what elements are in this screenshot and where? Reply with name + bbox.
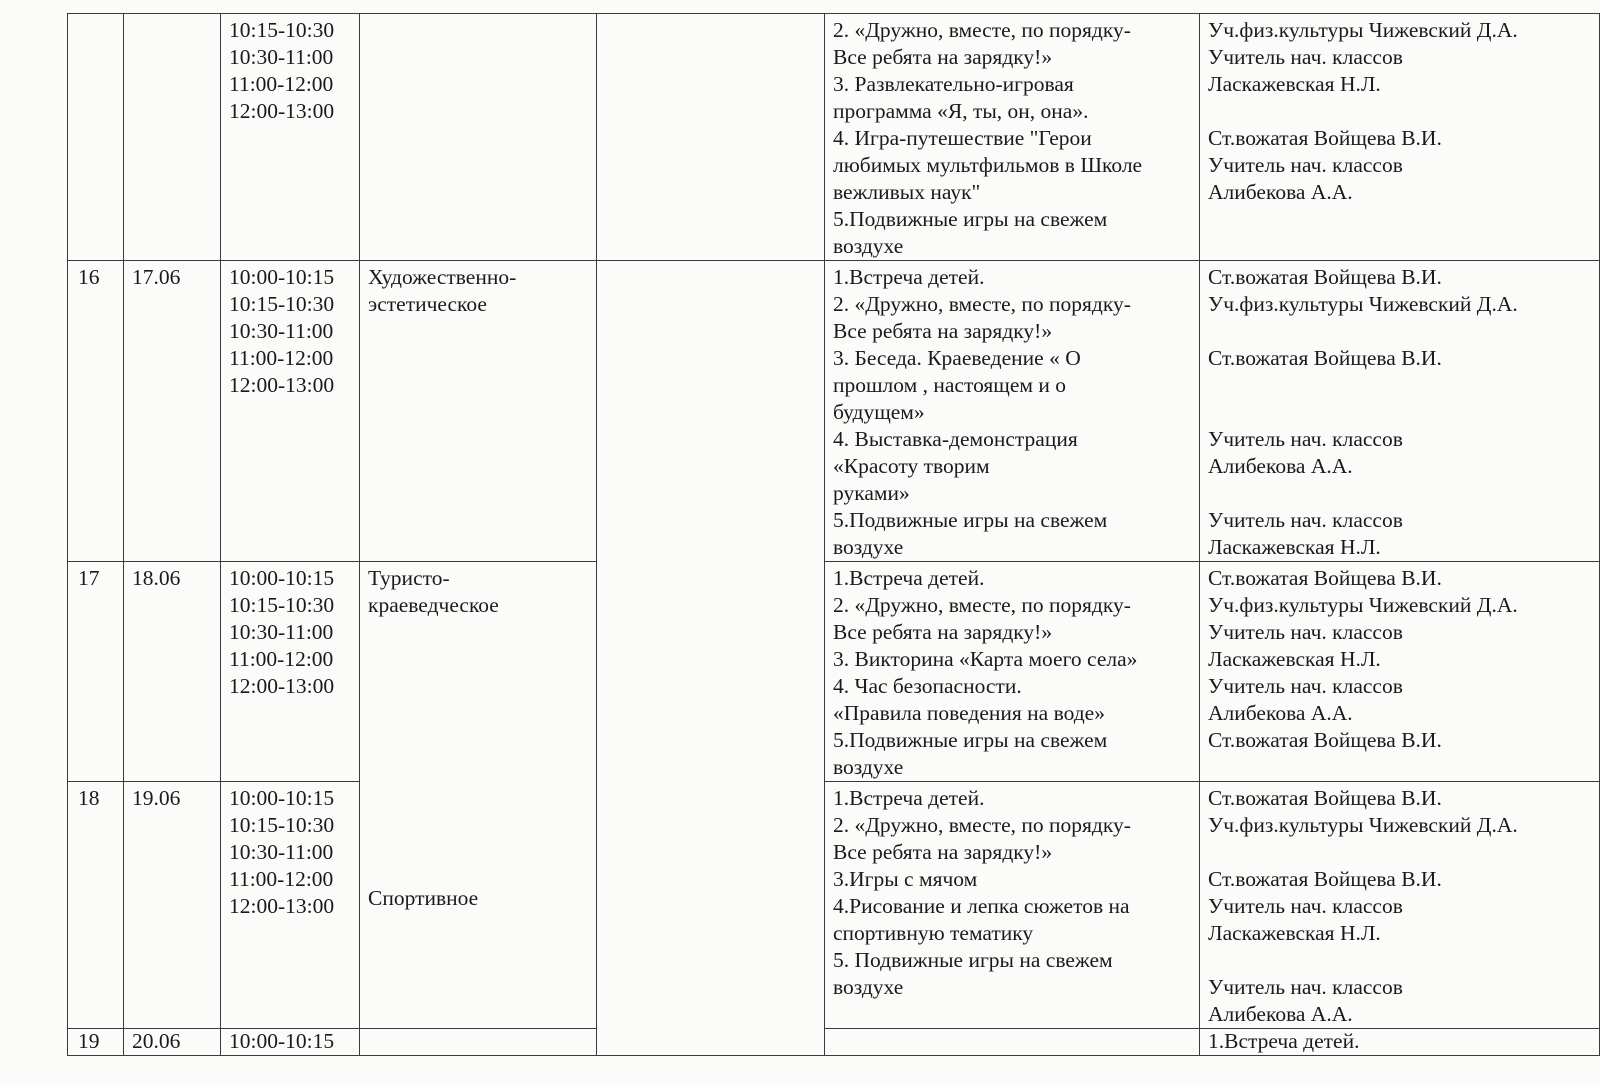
day-number-cell: 18 (68, 782, 124, 1029)
blank-cell (597, 14, 825, 261)
activity-line: 2. «Дружно, вместе, по порядку- (833, 813, 1131, 837)
activity-line: воздухе (833, 975, 904, 999)
responsible-line: Ст.вожатая Войщева В.И. (1208, 786, 1442, 810)
time-slot: 10:00-10:15 (229, 1029, 335, 1053)
date-cell: 19.06 (124, 782, 221, 1029)
time-slot: 11:00-12:00 (229, 867, 334, 891)
activity-line: 4. Выставка-демонстрация (833, 427, 1078, 451)
day-number-cell: 19 (68, 1029, 124, 1056)
activity-line: 4. Игра-путешествие "Герои (833, 126, 1092, 150)
direction-line: Спортивное (368, 886, 479, 910)
time-slot: 12:00-13:00 (229, 894, 335, 918)
responsible-cell (1200, 261, 1600, 562)
activity-line: Все ребята на зарядку!» (833, 620, 1053, 644)
responsible-line: Уч.физ.культуры Чижевский Д.А. (1208, 593, 1518, 617)
direction-cell (360, 1029, 597, 1056)
activity-line: 1.Встреча детей. (833, 566, 985, 590)
responsible-line: Алибекова А.А. (1208, 180, 1353, 204)
table-row (68, 261, 1600, 562)
activity-line: любимых мультфильмов в Школе (833, 153, 1143, 177)
activity-line: 5.Подвижные игры на свежем (833, 508, 1108, 532)
responsible-line: Учитель нач. классов (1208, 975, 1403, 999)
time-cell (221, 14, 360, 261)
date-cell: 17.06 (124, 261, 221, 562)
time-slot: 10:30-11:00 (229, 840, 334, 864)
responsible-line: Ласкажевская Н.Л. (1208, 647, 1381, 671)
day-number-cell: 17 (68, 562, 124, 782)
time-slot: 10:15-10:30 (229, 593, 335, 617)
time-slot: 10:00-10:15 (229, 566, 335, 590)
table-row (68, 782, 1600, 1029)
responsible-line: Ст.вожатая Войщева В.И. (1208, 346, 1442, 370)
direction-cell (360, 14, 597, 261)
responsible-line: Ласкажевская Н.Л. (1208, 921, 1381, 945)
responsible-cell (1200, 562, 1600, 782)
blank-cell (825, 1029, 1200, 1056)
time-slot: 10:00-10:15 (229, 786, 335, 810)
direction-spacer (368, 619, 596, 885)
responsible-gap (1208, 947, 1599, 974)
time-slot: 10:15-10:30 (229, 292, 335, 316)
activity-line: вежливых наук" (833, 180, 981, 204)
responsible-line: Учитель нач. классов (1208, 620, 1403, 644)
responsible-line: Учитель нач. классов (1208, 508, 1403, 532)
activity-line: 3. Развлекательно-игровая (833, 72, 1074, 96)
responsible-gap (1208, 839, 1599, 866)
direction-line: эстетическое (368, 292, 487, 316)
direction-line: Туристо- (368, 566, 450, 590)
activity-line: 2. «Дружно, вместе, по порядку- (833, 292, 1131, 316)
responsible-gap (1208, 318, 1599, 345)
responsible-line: Уч.физ.культуры Чижевский Д.А. (1208, 18, 1518, 42)
time-cell (221, 782, 360, 1029)
table-row (68, 1029, 1600, 1056)
time-slot: 10:00-10:15 (229, 265, 335, 289)
responsible-line: Учитель нач. классов (1208, 153, 1403, 177)
time-cell (221, 261, 360, 562)
time-slot: 11:00-12:00 (229, 346, 334, 370)
activities-cell (825, 261, 1200, 562)
activity-line: 1.Встреча детей. (1208, 1029, 1360, 1053)
activity-line: 3.Игры с мячом (833, 867, 978, 891)
responsible-line: Уч.физ.культуры Чижевский Д.А. (1208, 813, 1518, 837)
time-slot: 10:30-11:00 (229, 620, 334, 644)
responsible-gap (1208, 372, 1599, 399)
time-slot: 10:15-10:30 (229, 813, 335, 837)
responsible-line: Учитель нач. классов (1208, 45, 1403, 69)
activity-line: Все ребята на зарядку!» (833, 45, 1053, 69)
table-row (68, 14, 1600, 261)
activity-line: 3. Беседа. Краеведение « О (833, 346, 1081, 370)
activity-line: 2. «Дружно, вместе, по порядку- (833, 18, 1131, 42)
direction-cell (360, 261, 597, 562)
activity-line: 1.Встреча детей. (833, 265, 985, 289)
responsible-line: Учитель нач. классов (1208, 427, 1403, 451)
activity-line: 4. Час безопасности. (833, 674, 1022, 698)
activity-line: воздухе (833, 755, 904, 779)
date-cell: 20.06 (124, 1029, 221, 1056)
time-slot: 10:30-11:00 (229, 45, 334, 69)
responsible-line: Ст.вожатая Войщева В.И. (1208, 867, 1442, 891)
activity-line: спортивную тематику (833, 921, 1034, 945)
blank-cell (597, 261, 825, 1056)
direction-line: краеведческое (368, 593, 499, 617)
direction-line: Художественно- (368, 265, 517, 289)
activity-line: «Правила поведения на воде» (833, 701, 1105, 725)
direction-cell (360, 562, 597, 1029)
activities-cell (825, 562, 1200, 782)
responsible-cell (1200, 782, 1600, 1029)
responsible-gap (1208, 399, 1599, 426)
time-slot: 11:00-12:00 (229, 72, 334, 96)
responsible-line: Учитель нач. классов (1208, 674, 1403, 698)
responsible-line: Ласкажевская Н.Л. (1208, 72, 1381, 96)
activity-line: «Красоту творим (833, 454, 990, 478)
responsible-line: Уч.физ.культуры Чижевский Д.А. (1208, 292, 1518, 316)
day-number-cell: 16 (68, 261, 124, 562)
responsible-line: Ласкажевская Н.Л. (1208, 535, 1381, 559)
activity-line: 2. «Дружно, вместе, по порядку- (833, 593, 1131, 617)
activity-line: воздухе (833, 234, 904, 258)
activity-line: 4.Рисование и лепка сюжетов на (833, 894, 1130, 918)
activities-cell (825, 14, 1200, 261)
activity-line: Все ребята на зарядку!» (833, 319, 1053, 343)
activity-line: 3. Викторина «Карта моего села» (833, 647, 1138, 671)
time-slot: 10:30-11:00 (229, 319, 334, 343)
responsible-line: Ст.вожатая Войщева В.И. (1208, 728, 1442, 752)
responsible-line: Учитель нач. классов (1208, 894, 1403, 918)
responsible-line: Алибекова А.А. (1208, 701, 1353, 725)
responsible-line: Ст.вожатая Войщева В.И. (1208, 566, 1442, 590)
responsible-line: Алибекова А.А. (1208, 1002, 1353, 1026)
day-number-cell (68, 14, 124, 261)
activity-line: будущем» (833, 400, 925, 424)
time-slot: 11:00-12:00 (229, 647, 334, 671)
responsible-gap (1208, 98, 1599, 125)
activity-line: руками» (833, 481, 910, 505)
time-slot: 12:00-13:00 (229, 674, 335, 698)
responsible-line: Алибекова А.А. (1208, 454, 1353, 478)
date-cell (124, 14, 221, 261)
activity-line: воздухе (833, 535, 904, 559)
activity-line: прошлом , настоящем и о (833, 373, 1067, 397)
responsible-cell (1200, 14, 1600, 261)
date-cell: 18.06 (124, 562, 221, 782)
table-row (68, 562, 1600, 782)
responsible-line: Ст.вожатая Войщева В.И. (1208, 126, 1442, 150)
activities-cell (825, 782, 1200, 1029)
activity-line: 5.Подвижные игры на свежем (833, 207, 1108, 231)
activity-line: 5.Подвижные игры на свежем (833, 728, 1108, 752)
responsible-line: Ст.вожатая Войщева В.И. (1208, 265, 1442, 289)
activity-line: 1.Встреча детей. (833, 786, 985, 810)
activity-line: Все ребята на зарядку!» (833, 840, 1053, 864)
activity-line: программа «Я, ты, он, она». (833, 99, 1089, 123)
time-slot: 12:00-13:00 (229, 99, 335, 123)
time-cell (221, 562, 360, 782)
time-cell (221, 1029, 360, 1056)
schedule-table (67, 13, 1600, 1056)
time-slot: 12:00-13:00 (229, 373, 335, 397)
activities-cell (1200, 1029, 1600, 1056)
time-slot: 10:15-10:30 (229, 18, 335, 42)
activity-line: 5. Подвижные игры на свежем (833, 948, 1113, 972)
responsible-gap (1208, 480, 1599, 507)
